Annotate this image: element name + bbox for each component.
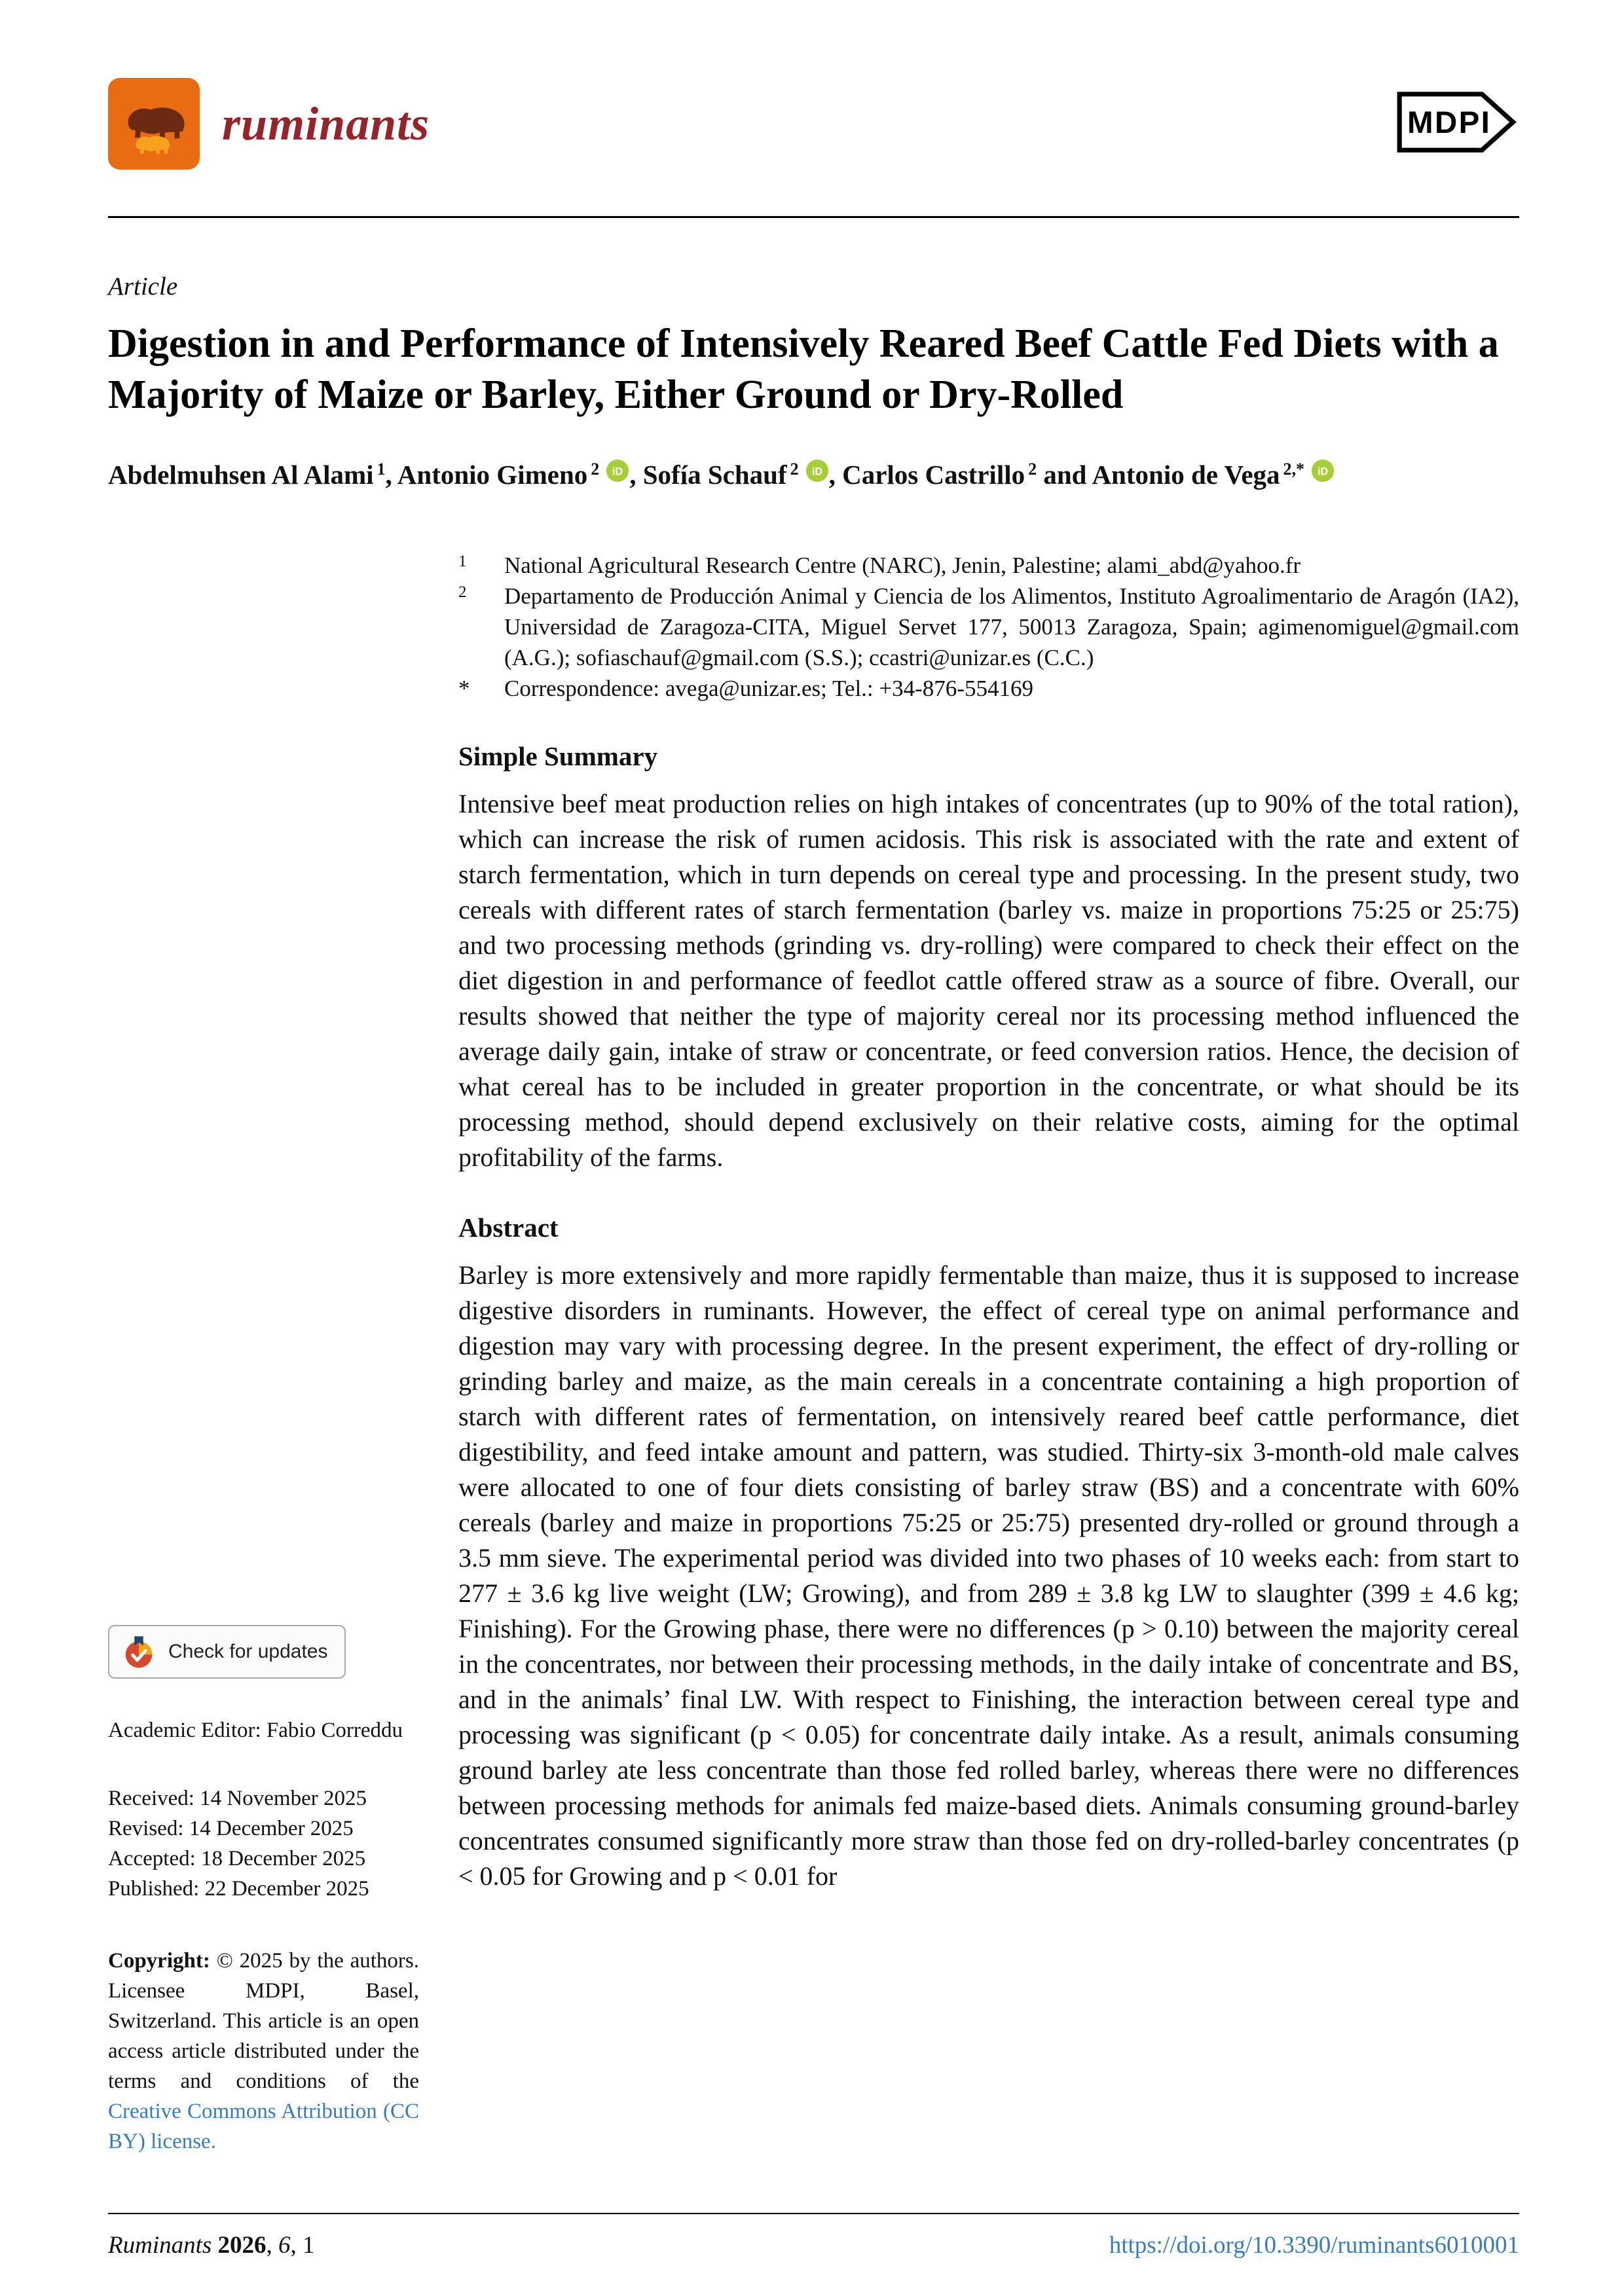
author-separator: , <box>629 460 643 490</box>
check-for-updates-label: Check for updates <box>168 1640 328 1662</box>
abstract-heading: Abstract <box>458 1212 559 1243</box>
author-affiliation-sup: 2 <box>1028 459 1037 479</box>
header-divider <box>108 216 1519 218</box>
revised-date: Revised: 14 December 2025 <box>108 1816 354 1840</box>
footer-year: 2026 <box>217 2232 267 2259</box>
author <box>842 460 1092 490</box>
accepted-date: Accepted: 18 December 2025 <box>108 1846 366 1870</box>
author-name: Antonio Gimeno <box>397 460 588 490</box>
correspondence-text: Correspondence: avega@unizar.es; Tel.: +34-876-554169 <box>504 675 1033 701</box>
svg-text:iD: iD <box>612 465 623 478</box>
author-separator: , <box>828 460 843 490</box>
article-dates <box>108 1783 419 1904</box>
affiliation-list <box>458 550 1519 704</box>
affiliation <box>458 550 1519 581</box>
svg-text:MDPI: MDPI <box>1407 105 1492 141</box>
page-title: Digestion in and Performance of Intensively Reared Beef Cattle Fed Diets with a Majority of Maize or Barley, Either Ground or Dry-Rolled <box>108 321 1499 418</box>
author <box>108 460 397 490</box>
bison-icon <box>117 87 191 160</box>
check-for-updates-button[interactable] <box>108 1625 346 1679</box>
simple-summary-heading: Simple Summary <box>458 740 658 771</box>
ruminants-logo-icon <box>108 78 200 170</box>
footer-separator: , <box>266 2232 279 2259</box>
affiliation-marker: 1 <box>458 552 467 570</box>
affiliation-text: National Agricultural Research Centre (NARC), Jenin, Palestine; alami_abd@yahoo.fr <box>504 552 1301 578</box>
author-separator: , <box>385 460 397 490</box>
mdpi-logo <box>1395 88 1519 160</box>
mdpi-logo-icon <box>1395 88 1519 156</box>
footer-journal-name: Ruminants <box>108 2232 212 2259</box>
author <box>643 460 842 490</box>
author-separator: and <box>1037 460 1092 490</box>
correspondence-marker: * <box>458 675 470 701</box>
footer-page-number: 1 <box>303 2232 315 2259</box>
author-affiliation-sup: 2,* <box>1283 459 1305 479</box>
svg-text:iD: iD <box>1317 465 1329 478</box>
academic-editor: Academic Editor: Fabio Correddu <box>108 1718 403 1742</box>
affiliation-marker: 2 <box>458 583 467 601</box>
published-date: Published: 22 December 2025 <box>108 1876 369 1901</box>
author-affiliation-sup: 1 <box>377 459 386 479</box>
journal-logo <box>108 78 430 170</box>
page-footer <box>108 2213 1519 2259</box>
content-grid <box>108 550 1519 2157</box>
author-affiliation-sup: 2 <box>591 459 600 479</box>
orcid-icon[interactable] <box>805 459 829 483</box>
copyright-label: Copyright: <box>108 1948 210 1973</box>
affiliation-text: Departamento de Producción Animal y Ciencia de los Alimentos, Instituto Agroalimentario de Aragón (IA2), Universidad de Zaragoza-CITA, Miguel Servet 177, 50013 Zaragoza, Spain; agimenomiguel@gmail.com (A.G.); sofiaschauf@gmail.com (S.S.); ccastri@unizar.es (C.C.) <box>504 583 1519 670</box>
journal-name: ruminants <box>222 97 430 150</box>
main-column <box>458 550 1519 2157</box>
page-header <box>108 77 1519 170</box>
author-affiliation-sup: 2 <box>790 459 799 479</box>
abstract-text: Barley is more extensively and more rapidly fermentable than maize, thus it is supposed to increase digestive disorders in ruminants. However, the effect of cereal type on animal performance and digestion may vary with processing degree. In the present experiment, the effect of dry-rolling or grinding barley and maize, as the main cereals in a concentrate containing a high proportion of starch with different rates of fermentation, on intensively reared beef cattle performance, diet digestibility, and feed intake amount and pattern, was studied. Thirty-six 3-month-old male calves were allocated to one of four diets consisting of barley straw (BS) and a concentrate with 60% cereals (barley and maize in proportions 75:25 or 25:75) presented dry-rolled or ground through a 3.5 mm sieve. The experimental period was divided into two phases of 10 weeks each: from start to 277 ± 3.6 kg live weight (LW; Growing), and from 289 ± 3.8 kg LW to slaughter (399 ± 4.6 kg; Finishing). For the Growing phase, there were no differences (p > 0.10) between the majority cereal in the concentrates, nor between their processing methods, in the daily intake of concentrate and BS, and in the animals’ final LW. With respect to Finishing, the interaction between cereal type and processing was significant (p < 0.05) for concentrate daily intake. As a result, animals consuming ground barley ate less concentrate than those fed rolled barley, whereas there were no differences between processing methods for animals fed maize-based diets. Animals consuming ground-barley concentrates consumed significantly more straw than those fed on dry-rolled-barley concentrates (p < 0.05 for Growing and p < 0.01 for <box>458 1260 1519 1891</box>
simple-summary-text: Intensive beef meat production relies on high intakes of concentrates (up to 90% of the total ration), which can increase the risk of rumen acidosis. This risk is associated with the rate and extent of starch fermentation, which in turn depends on cereal type and processing. In the present study, two cereals with different rates of starch fermentation (barley vs. maize in proportions 75:25 or 25:75) and two processing methods (grinding vs. dry-rolling) were compared to check their effect on the diet digestion in and performance of feedlot cattle offered straw as a source of fibre. Overall, our results showed that neither the type of majority cereal nor its processing method influenced the average daily gain, intake of straw or concentrate, or feed conversion ratios. Hence, the decision of what cereal has to be included in greater proportion in the concentrate, or what should be its processing method, should depend exclusively on their relative costs, aiming for the optimal profitability of the farms. <box>458 788 1519 1172</box>
license-link[interactable]: Creative Commons Attribution (CC BY) license. <box>108 2099 419 2153</box>
footer-separator: , <box>290 2232 303 2259</box>
received-date: Received: 14 November 2025 <box>108 1786 367 1810</box>
footer-citation <box>108 2231 315 2259</box>
orcid-icon[interactable] <box>606 459 629 483</box>
doi-link[interactable]: https://doi.org/10.3390/ruminants6010001 <box>1109 2232 1519 2259</box>
author-name: Abdelmuhsen Al Alami <box>108 460 374 490</box>
author <box>397 460 643 490</box>
copyright-text: © 2025 by the authors. Licensee MDPI, Basel, Switzerland. This article is an open access article distributed under the terms and conditions of the <box>108 1948 419 2093</box>
svg-text:iD: iD <box>811 465 822 478</box>
author <box>1092 460 1335 490</box>
author-list <box>108 456 1519 494</box>
author-name: Carlos Castrillo <box>842 460 1025 490</box>
copyright-notice <box>108 1946 419 2157</box>
correspondence <box>458 673 1519 704</box>
author-name: Antonio de Vega <box>1092 460 1280 490</box>
footer-volume: 6 <box>278 2232 291 2259</box>
affiliation <box>458 581 1519 673</box>
orcid-icon[interactable] <box>1311 459 1335 483</box>
sidebar <box>108 550 458 2157</box>
author-name: Sofía Schauf <box>642 460 787 490</box>
crossmark-icon <box>121 1634 157 1669</box>
article-type-label: Article <box>108 272 178 301</box>
